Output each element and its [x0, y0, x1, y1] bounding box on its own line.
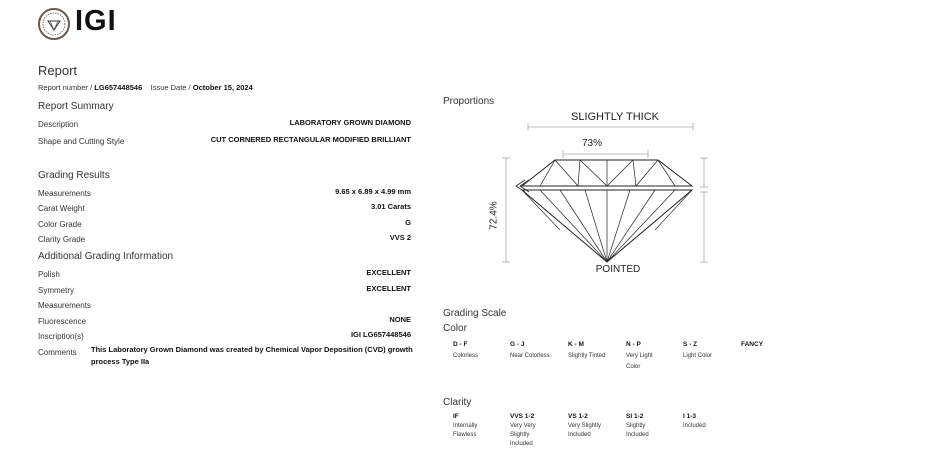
color-scale-item [683, 341, 728, 362]
additional-label-fluorescence: Fluorescence [38, 317, 87, 326]
clarity-scale-item [568, 413, 608, 440]
additional-value-symmetry: EXCELLENT [366, 284, 411, 293]
additional-label-measurements: Measurements [38, 301, 91, 310]
clarity-code: IF [453, 413, 459, 420]
grading-title: Grading Results [38, 170, 110, 181]
clarity-desc: Slightly Included [626, 423, 649, 438]
report-number-label: Report number / [38, 83, 93, 92]
color-code: G - J [510, 341, 525, 348]
clarity-code: I 1-3 [683, 413, 697, 420]
additional-label-symmetry: Symmetry [38, 286, 74, 295]
color-desc: Very Light Color [626, 353, 653, 370]
additional-value-fluorescence: NONE [389, 315, 411, 324]
grading-value-color: G [405, 218, 411, 227]
comments-value: This Laboratory Grown Diamond was created by Chemical Vapor Deposition (CVD) growth process Type IIa [91, 345, 413, 366]
clarity-scale-title: Clarity [443, 397, 472, 408]
color-code: S - Z [683, 341, 698, 348]
issue-date-label: Issue Date / [150, 83, 191, 92]
igi-seal-icon [38, 8, 70, 40]
summary-label-description: Description [38, 120, 79, 129]
clarity-code: VS 1-2 [568, 413, 588, 420]
clarity-code: SI 1-2 [626, 413, 644, 420]
grading-label-carat: Carat Weight [38, 204, 85, 213]
color-scale-item [626, 341, 666, 373]
report-number: LG657448546 [94, 83, 143, 92]
brand-logo: IGI [75, 5, 117, 37]
color-scale-item [741, 341, 781, 351]
grading-value-measurements: 9.65 x 6.89 x 4.99 mm [335, 187, 411, 196]
clarity-scale-item [683, 413, 723, 431]
proportions-title: Proportions [443, 96, 495, 107]
report-number-line [38, 83, 253, 92]
clarity-desc: Included [683, 423, 706, 429]
clarity-scale-item [453, 413, 493, 440]
grading-label-clarity: Clarity Grade [38, 235, 86, 244]
clarity-code: VVS 1-2 [510, 413, 535, 420]
clarity-scale-item [510, 413, 550, 449]
depth-percent: 72.4% [488, 201, 500, 230]
clarity-desc: Very Slightly Included [568, 423, 602, 438]
additional-value-polish: EXCELLENT [366, 268, 411, 277]
color-scale-title: Color [443, 323, 467, 334]
color-code: FANCY [741, 341, 764, 348]
clarity-scale-item [626, 413, 666, 440]
clarity-desc: Very Very Slightly Included [510, 423, 536, 447]
summary-value-description: LABORATORY GROWN DIAMOND [289, 118, 411, 127]
summary-title: Report Summary [38, 101, 114, 112]
additional-label-polish: Polish [38, 270, 60, 279]
color-desc: Slightly Tinted [568, 353, 606, 359]
girdle-label: SLIGHTLY THICK [570, 111, 660, 123]
additional-value-inscription: IGI LG657448546 [350, 330, 411, 339]
grading-value-clarity: VVS 2 [389, 233, 411, 242]
color-code: D - F [453, 341, 468, 348]
grading-label-measurements: Measurements [38, 189, 91, 198]
report-title: Report [38, 63, 78, 78]
color-scale-item [510, 341, 550, 362]
additional-title: Additional Grading Information [38, 251, 174, 262]
color-scale-item [453, 341, 493, 362]
comments-label: Comments [38, 348, 77, 357]
grading-label-color: Color Grade [38, 220, 82, 229]
color-desc: Near Colorless [510, 353, 550, 359]
diamond-profile-diagram [500, 120, 720, 270]
issue-date: October 15, 2024 [192, 83, 253, 92]
clarity-desc: Internally Flawless [453, 423, 478, 438]
color-scale-item [568, 341, 618, 362]
grading-scale-title: Grading Scale [443, 308, 507, 319]
additional-label-inscription: Inscription(s) [38, 332, 84, 341]
culet-label: POINTED [595, 264, 641, 275]
summary-label-shape: Shape and Cutting Style [38, 137, 125, 146]
grading-value-carat: 3.01 Carats [370, 202, 411, 211]
summary-value-shape: CUT CORNERED RECTANGULAR MODIFIED BRILLIANT [210, 135, 411, 144]
color-desc: Light Color [683, 353, 713, 359]
color-code: K - M [568, 341, 584, 348]
color-desc: Colorless [453, 353, 479, 359]
table-percent: 73% [581, 138, 602, 149]
color-code: N - P [626, 341, 641, 348]
